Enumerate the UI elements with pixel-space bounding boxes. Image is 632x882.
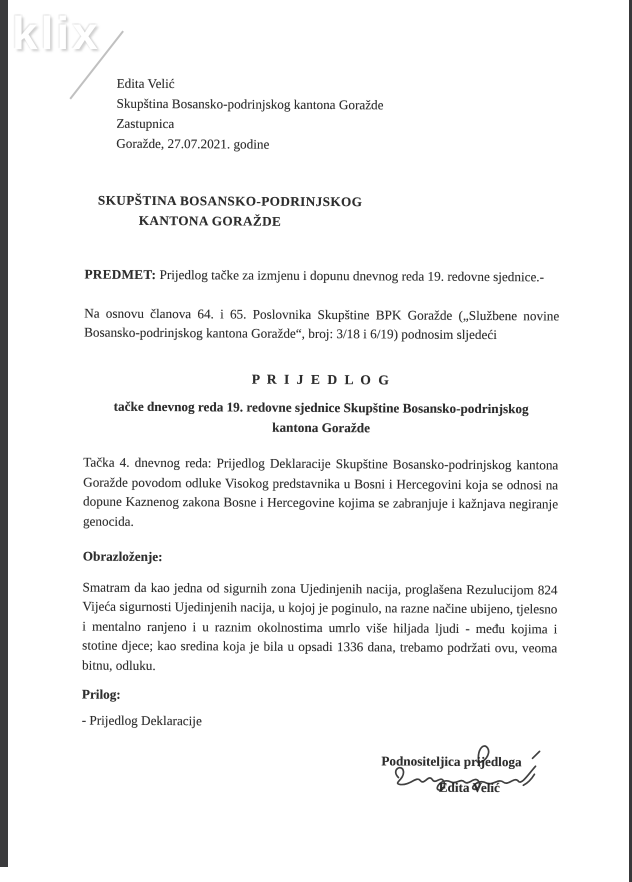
recipient-line1: SKUPŠTINA BOSANSKO-PODRINJSKOG — [97, 192, 363, 210]
attachment-heading: Prilog: — [81, 686, 121, 702]
document-subtitle: tačke dnevnog reda 19. redovne sjednice Skupštine Bosansko-podrinjskog kantona Goražde — [113, 398, 529, 435]
recipient-block — [85, 191, 560, 233]
sender-role: Zastupnica — [116, 115, 175, 132]
sender-institution: Skupština Bosansko-podrinjskog kantona Goražde — [116, 95, 384, 113]
attachment-item: - Prijedlog Deklaracije — [81, 712, 202, 728]
signature-role-line: Podnositeljica prijedloga — [381, 753, 522, 770]
explanation-heading: Obrazloženje: — [82, 548, 163, 565]
sender-block — [85, 74, 560, 157]
legal-basis-paragraph: Na osnovu članova 64. i 65. Poslovnika Skupštine BPK Goražde („Službene novine Bosansko-podrinjskog kantona Goražde“, broj: 3/18 i 6/19) podnosim sljedeći — [84, 305, 560, 343]
subject-text: Prijedlog tačke za izmjenu i dopunu dnevnog reda 19. redovne sjednice.- — [156, 266, 545, 285]
document-content — [81, 0, 561, 882]
agenda-item-paragraph: Tačka 4. dnevnog reda: Prijedlog Deklaracije Skupštine Bosansko-podrinjskog kantona Goražde povodom odluke Visokog predstavnika u Bosni i Hercegovini koja se odnosi na dopune Kaznenog zakona Bosne i Hercegovine kojima se zabranjuje i kažnjava negiranje genocida. — [82, 454, 559, 529]
signature-block — [356, 751, 546, 797]
scan-edge-left — [0, 0, 8, 867]
document-title: P R I J E D L O G — [251, 371, 391, 387]
explanation-body: Smatram da kao jedna od sigurnih zona Ujedinjenih nacija, proglašena Rezulucijom 824 Vijeća sigurnosti Ujedinjenih nacija, u kojoj je poginulo, na razne načine ubijeno, tjelesno i mentalno ranjeno i u raznim okolnostima umrlo više hiljada ljudi - među kojima i stotine djece; kao sredina koja je bila u opsadi 1336 dana, trebamo podržati ovu, veoma bitnu, odluku. — [82, 579, 558, 673]
recipient-line2: KANTONA GORAŽDE — [138, 212, 282, 229]
signature-typed-name: Edita Velić — [438, 779, 500, 795]
subject-line — [84, 265, 559, 287]
sender-name: Edita Velić — [116, 75, 175, 92]
subject-label: PREDMET: — [84, 266, 157, 282]
sender-place-date: Goražde, 27.07.2021. godine — [116, 135, 270, 152]
klix-watermark-text: klix — [12, 7, 101, 59]
